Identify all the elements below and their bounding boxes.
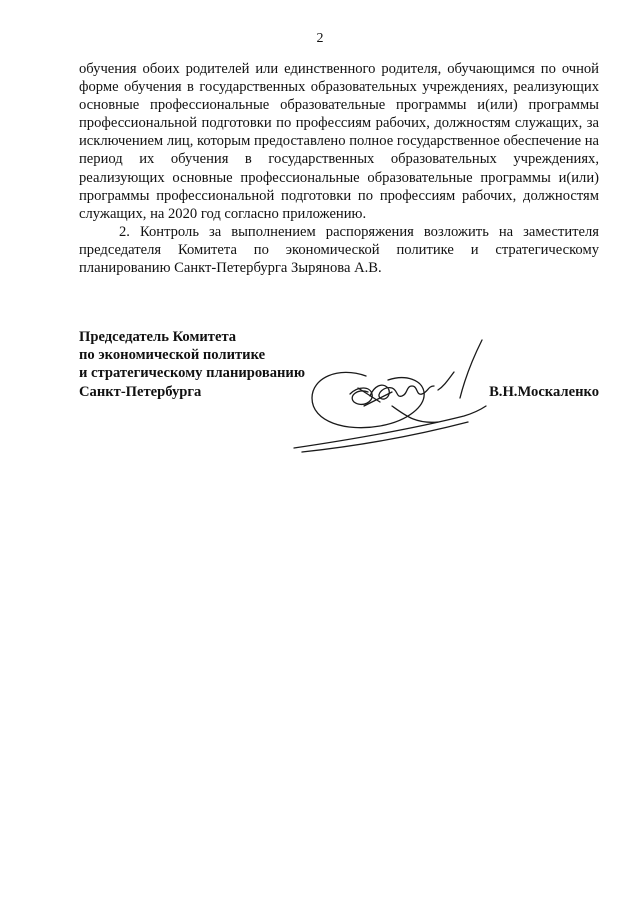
signatory-title-line: по экономической политике — [79, 347, 266, 364]
paragraph-continuation: обучения обоих родителей или единственного родителя, обучающимся по очной форме обучения в государственных образовательных учреждениях, реализующих основные профессиональные образовательные программы и(или) программы профессиональной подготовки по профессиям рабочих, должностям служащих, за исключением лиц, которым предоставлено полное государственное обеспечение на период их обучения в государственных образовательных учреждениях, реализующих основные профессиональные образовательные программы и(или) программы профессиональной подготовки по профессиям рабочих, должностям служащих, на 2020 год согласно приложению. — [79, 61, 599, 222]
handwritten-signature — [288, 336, 500, 456]
signer-name: В.Н.Москаленко — [489, 384, 599, 400]
signatory-title-block — [79, 328, 305, 401]
paragraph-control-clause: 2. Контроль за выполнением распоряжения возложить на заместителя председателя Комитета по экономической политике и стратегическому планированию Санкт-Петербурга Зырянова А.В. — [79, 223, 599, 277]
document-body — [79, 60, 599, 277]
signatory-title-line: и стратегическому планированию — [79, 365, 305, 382]
signatory-title-line: Санкт-Петербурга — [79, 383, 202, 400]
signatory-title-line: Председатель Комитета — [79, 329, 237, 345]
page-number: 2 — [316, 31, 324, 46]
